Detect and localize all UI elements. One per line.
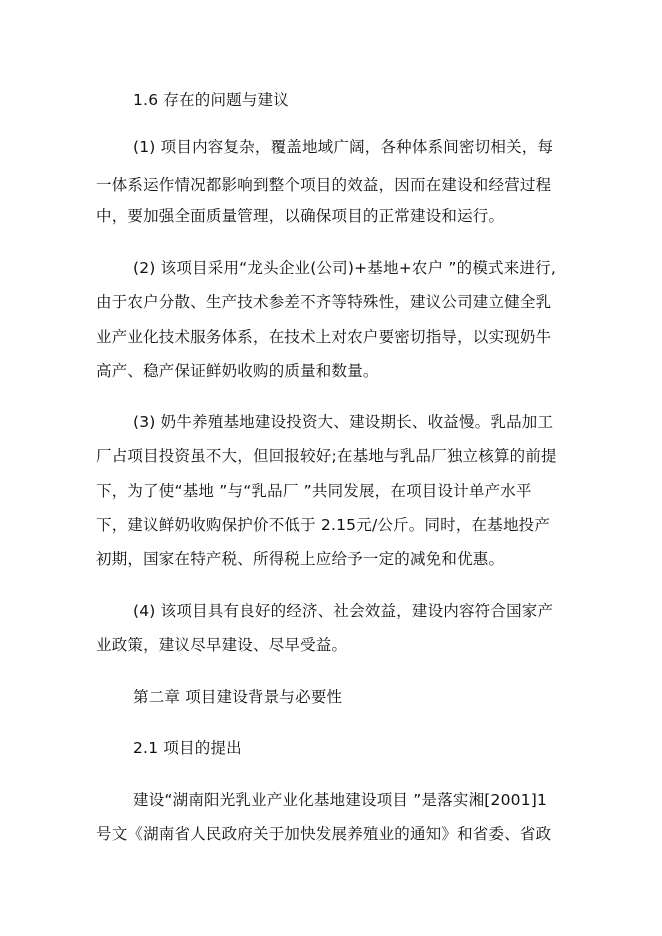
paragraph-line: (4) 该项目具有良好的经济、社会效益，建设内容符合国家产 <box>133 602 554 620</box>
paragraph-line: 由于农户分散、生产技术参差不齐等特殊性，建议公司建立健全乳 <box>96 293 552 311</box>
paragraph-line: 号文《湖南省人民政府关于加快发展养殖业的通知》和省委、省政 <box>96 825 552 843</box>
paragraph-line: 下，建议鲜奶收购保护价不低于 2.15元/公斤。同时，在基地投产 <box>96 516 551 534</box>
paragraph-line: 中，要加强全面质量管理，以确保项目的正常建设和运行。 <box>96 207 505 225</box>
paragraph-line: (3) 奶牛养殖基地建设投资大、建设期长、收益慢。乳品加工 <box>133 413 554 431</box>
paragraph-line: 一体系运作情况都影响到整个项目的效益，因而在建设和经营过程 <box>96 176 552 194</box>
paragraph-line: 高产、稳产保证鲜奶收购的质量和数量。 <box>96 362 379 380</box>
paragraph-line: 业产业化技术服务体系，在技术上对农户要密切指导，以实现奶牛 <box>96 328 552 346</box>
paragraph-line: 建设“湖南阳光乳业产业化基地建设项目 ”是落实湘[2001]1 <box>133 791 548 809</box>
section-heading-1-6: 1.6 存在的问题与建议 <box>133 91 289 109</box>
paragraph-line: 厂占项目投资虽不大，但回报较好;在基地与乳品厂独立核算的前提 <box>96 447 557 465</box>
paragraph-line: 业政策，建议尽早建设、尽早受益。 <box>96 636 348 654</box>
paragraph-line: 初期，国家在特产税、所得税上应给予一定的减免和优惠。 <box>96 550 505 568</box>
section-heading-2-1: 2.1 项目的提出 <box>133 739 242 757</box>
paragraph-line: (2) 该项目采用“龙头企业(公司)+基地+农户 ”的模式来进行, <box>133 259 556 277</box>
paragraph-line: 下，为了使“基地 ”与“乳品厂 ”共同发展，在项目设计单产水平 <box>96 482 532 500</box>
chapter-heading: 第二章 项目建设背景与必要性 <box>133 688 343 706</box>
paragraph-line: (1) 项目内容复杂，覆盖地域广阔，各种体系间密切相关，每 <box>133 138 554 156</box>
